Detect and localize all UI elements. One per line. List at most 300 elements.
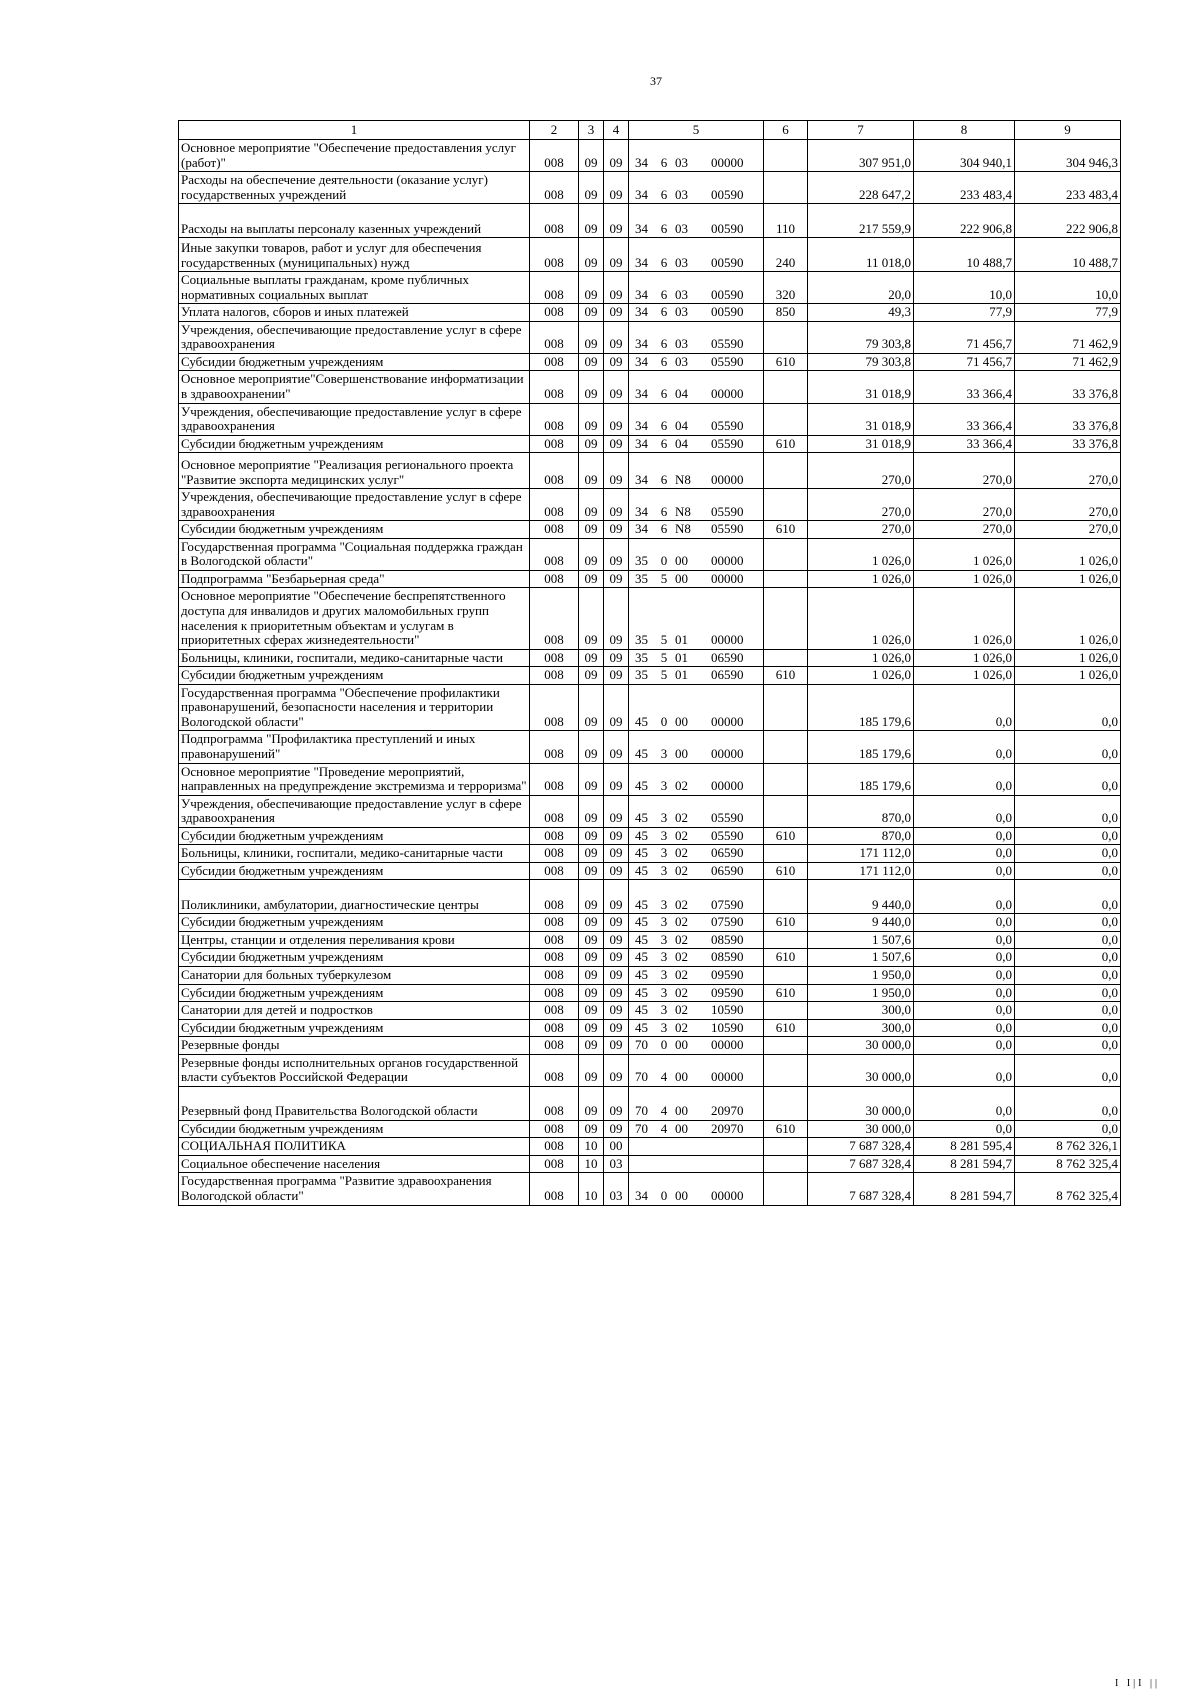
- amount-col-8: 0,0: [914, 1002, 1015, 1020]
- activity-code: 02: [675, 1002, 688, 1018]
- program-code: 34: [635, 418, 648, 434]
- table-row: [179, 1138, 1121, 1156]
- ministry-code: 008: [530, 538, 579, 570]
- direction-code: 07590: [711, 914, 744, 930]
- subsection-code: 09: [604, 1086, 629, 1120]
- direction-code: 08590: [711, 931, 744, 947]
- row-name: Государственная программа "Обеспечение профилактики правонарушений, безопасности населения и территории Вологодской области": [179, 684, 530, 731]
- row-name: Резервные фонды исполнительных органов государственной власти субъектов Российской Федерации: [179, 1054, 530, 1086]
- program-code: 45: [635, 949, 648, 965]
- amount-col-7: 7 687 328,4: [808, 1138, 914, 1156]
- activity-code: 00: [675, 713, 688, 729]
- target-article-code: [629, 667, 764, 685]
- activity-code: 03: [675, 336, 688, 352]
- direction-code: 06590: [711, 862, 744, 878]
- activity-code: 02: [675, 949, 688, 965]
- amount-col-8: 0,0: [914, 827, 1015, 845]
- direction-code: 10590: [711, 1002, 744, 1018]
- section-code: 09: [579, 238, 604, 272]
- row-name: Иные закупки товаров, работ и услуг для обеспечения государственных (муниципальных) нужд: [179, 238, 530, 272]
- direction-code: 00000: [711, 778, 744, 794]
- amount-col-8: 270,0: [914, 521, 1015, 539]
- amount-col-8: 1 026,0: [914, 538, 1015, 570]
- amount-col-8: 71 456,7: [914, 321, 1015, 353]
- expense-type-code: [764, 172, 808, 204]
- amount-col-8: 33 366,4: [914, 403, 1015, 435]
- table-row: [179, 649, 1121, 667]
- subprogram-code: 6: [660, 435, 668, 451]
- amount-col-8: 0,0: [914, 984, 1015, 1002]
- expense-type-code: [764, 795, 808, 827]
- table-row: [179, 353, 1121, 371]
- section-code: 09: [579, 966, 604, 984]
- table-row: [179, 880, 1121, 914]
- row-name: Субсидии бюджетным учреждениям: [179, 914, 530, 932]
- amount-col-8: 33 366,4: [914, 435, 1015, 453]
- activity-code: N8: [675, 521, 691, 537]
- activity-code: 03: [675, 286, 688, 302]
- target-article-code: [629, 570, 764, 588]
- ministry-code: 008: [530, 731, 579, 763]
- direction-code: 05590: [711, 521, 744, 537]
- amount-col-7: 30 000,0: [808, 1120, 914, 1138]
- subsection-code: 09: [604, 140, 629, 172]
- ministry-code: 008: [530, 763, 579, 795]
- row-name: Субсидии бюджетным учреждениям: [179, 1120, 530, 1138]
- table-row: [179, 304, 1121, 322]
- direction-code: 05590: [711, 503, 744, 519]
- ministry-code: 008: [530, 949, 579, 967]
- amount-col-8: 0,0: [914, 880, 1015, 914]
- activity-code: 02: [675, 810, 688, 826]
- amount-col-8: 0,0: [914, 1019, 1015, 1037]
- amount-col-7: 307 951,0: [808, 140, 914, 172]
- direction-code: 00590: [711, 186, 744, 202]
- table-row: [179, 684, 1121, 731]
- row-name: Основное мероприятие "Обеспечение беспрепятственного доступа для инвалидов и других маломобильных групп населения к приоритетным объектам и услугам в приоритетных сферах жизнедеятельности": [179, 588, 530, 649]
- row-name: Подпрограмма "Профилактика преступлений и иных правонарушений": [179, 731, 530, 763]
- row-name: Подпрограмма "Безбарьерная среда": [179, 570, 530, 588]
- amount-col-7: 185 179,6: [808, 763, 914, 795]
- expense-type-code: [764, 371, 808, 403]
- subsection-code: 09: [604, 353, 629, 371]
- program-code: 45: [635, 914, 648, 930]
- expense-type-code: [764, 1155, 808, 1173]
- amount-col-8: 270,0: [914, 489, 1015, 521]
- amount-col-7: 1 026,0: [808, 570, 914, 588]
- target-article-code: [629, 538, 764, 570]
- section-code: 09: [579, 931, 604, 949]
- row-name: Государственная программа "Развитие здравоохранения Вологодской области": [179, 1173, 530, 1205]
- section-code: 09: [579, 272, 604, 304]
- activity-code: 04: [675, 435, 688, 451]
- program-code: 45: [635, 862, 648, 878]
- table-row: [179, 731, 1121, 763]
- amount-col-8: 10,0: [914, 272, 1015, 304]
- amount-col-9: 270,0: [1015, 453, 1121, 489]
- amount-col-7: 300,0: [808, 1019, 914, 1037]
- subsection-code: 03: [604, 1155, 629, 1173]
- program-code: 34: [635, 254, 648, 270]
- program-code: 34: [635, 154, 648, 170]
- row-name: Санатории для детей и подростков: [179, 1002, 530, 1020]
- amount-col-8: 0,0: [914, 1054, 1015, 1086]
- amount-col-7: 11 018,0: [808, 238, 914, 272]
- ministry-code: 008: [530, 371, 579, 403]
- program-code: 35: [635, 667, 648, 683]
- amount-col-9: 0,0: [1015, 914, 1121, 932]
- section-code: 09: [579, 1086, 604, 1120]
- subsection-code: 09: [604, 827, 629, 845]
- expense-type-code: [764, 1054, 808, 1086]
- row-name: Субсидии бюджетным учреждениям: [179, 435, 530, 453]
- table-row: [179, 1155, 1121, 1173]
- activity-code: 03: [675, 254, 688, 270]
- subsection-code: 09: [604, 204, 629, 238]
- expense-type-code: 610: [764, 1120, 808, 1138]
- amount-col-8: 0,0: [914, 795, 1015, 827]
- amount-col-8: 0,0: [914, 966, 1015, 984]
- amount-col-9: 1 026,0: [1015, 649, 1121, 667]
- row-name: Субсидии бюджетным учреждениям: [179, 984, 530, 1002]
- row-name: Субсидии бюджетным учреждениям: [179, 1019, 530, 1037]
- section-code: 09: [579, 1120, 604, 1138]
- target-article-code: [629, 489, 764, 521]
- expense-type-code: [764, 570, 808, 588]
- section-code: 09: [579, 862, 604, 880]
- subprogram-code: 3: [660, 745, 668, 761]
- ministry-code: 008: [530, 1002, 579, 1020]
- ministry-code: 008: [530, 845, 579, 863]
- target-article-code: [629, 931, 764, 949]
- expense-type-code: [764, 538, 808, 570]
- amount-col-8: 0,0: [914, 684, 1015, 731]
- ministry-code: 008: [530, 321, 579, 353]
- amount-col-9: 1 026,0: [1015, 667, 1121, 685]
- subsection-code: 09: [604, 588, 629, 649]
- target-article-code: [629, 321, 764, 353]
- target-article-code: [629, 984, 764, 1002]
- amount-col-8: 1 026,0: [914, 649, 1015, 667]
- subprogram-code: 3: [660, 984, 668, 1000]
- target-article-code: [629, 435, 764, 453]
- amount-col-9: 0,0: [1015, 1120, 1121, 1138]
- ministry-code: 008: [530, 570, 579, 588]
- amount-col-8: 222 906,8: [914, 204, 1015, 238]
- target-article-code: [629, 731, 764, 763]
- section-code: 09: [579, 684, 604, 731]
- amount-col-9: 0,0: [1015, 684, 1121, 731]
- amount-col-9: 0,0: [1015, 763, 1121, 795]
- program-code: 34: [635, 220, 648, 236]
- section-code: 09: [579, 1002, 604, 1020]
- expense-type-code: 850: [764, 304, 808, 322]
- amount-col-7: 49,3: [808, 304, 914, 322]
- amount-col-8: 10 488,7: [914, 238, 1015, 272]
- subprogram-code: 3: [660, 896, 668, 912]
- amount-col-7: 9 440,0: [808, 880, 914, 914]
- target-article-code: [629, 371, 764, 403]
- target-article-code: [629, 1086, 764, 1120]
- program-code: 45: [635, 931, 648, 947]
- amount-col-9: 270,0: [1015, 521, 1121, 539]
- target-article-code: [629, 880, 764, 914]
- row-name: Учреждения, обеспечивающие предоставление услуг в сфере здравоохранения: [179, 795, 530, 827]
- ministry-code: 008: [530, 489, 579, 521]
- column-header: 4: [604, 121, 629, 140]
- activity-code: 02: [675, 845, 688, 861]
- expense-type-code: 610: [764, 667, 808, 685]
- row-name: Уплата налогов, сборов и иных платежей: [179, 304, 530, 322]
- target-article-code: [629, 966, 764, 984]
- section-code: 09: [579, 453, 604, 489]
- program-code: 45: [635, 896, 648, 912]
- table-row: [179, 1037, 1121, 1055]
- row-name: Расходы на выплаты персоналу казенных учреждений: [179, 204, 530, 238]
- expense-type-code: 610: [764, 827, 808, 845]
- ministry-code: 008: [530, 140, 579, 172]
- subsection-code: 09: [604, 403, 629, 435]
- table-row: [179, 931, 1121, 949]
- amount-col-9: 0,0: [1015, 827, 1121, 845]
- amount-col-7: 31 018,9: [808, 435, 914, 453]
- amount-col-9: 304 946,3: [1015, 140, 1121, 172]
- ministry-code: 008: [530, 521, 579, 539]
- direction-code: 05590: [711, 810, 744, 826]
- expense-type-code: [764, 403, 808, 435]
- expense-type-code: 240: [764, 238, 808, 272]
- direction-code: 06590: [711, 649, 744, 665]
- activity-code: 03: [675, 186, 688, 202]
- expense-type-code: 610: [764, 521, 808, 539]
- program-code: 34: [635, 435, 648, 451]
- expense-type-code: [764, 649, 808, 667]
- table-row: [179, 984, 1121, 1002]
- subprogram-code: 5: [660, 667, 668, 683]
- activity-code: 00: [675, 570, 688, 586]
- expense-type-code: [764, 1086, 808, 1120]
- program-code: 45: [635, 845, 648, 861]
- row-name: Резервные фонды: [179, 1037, 530, 1055]
- expense-type-code: 610: [764, 353, 808, 371]
- subprogram-code: 3: [660, 810, 668, 826]
- row-name: Субсидии бюджетным учреждениям: [179, 353, 530, 371]
- expense-type-code: [764, 731, 808, 763]
- program-code: 45: [635, 745, 648, 761]
- section-code: 09: [579, 827, 604, 845]
- subprogram-code: 4: [660, 1120, 668, 1136]
- table-row: [179, 1019, 1121, 1037]
- amount-col-8: 233 483,4: [914, 172, 1015, 204]
- subprogram-code: 5: [660, 632, 668, 648]
- subprogram-code: 6: [660, 418, 668, 434]
- subsection-code: 09: [604, 321, 629, 353]
- subprogram-code: 3: [660, 845, 668, 861]
- section-code: 09: [579, 649, 604, 667]
- subsection-code: 09: [604, 489, 629, 521]
- table-row: [179, 570, 1121, 588]
- subprogram-code: 4: [660, 1069, 668, 1085]
- amount-col-8: 77,9: [914, 304, 1015, 322]
- program-code: 34: [635, 386, 648, 402]
- direction-code: 00590: [711, 254, 744, 270]
- amount-col-8: 1 026,0: [914, 667, 1015, 685]
- expense-type-code: 610: [764, 949, 808, 967]
- ministry-code: 008: [530, 435, 579, 453]
- direction-code: 00000: [711, 745, 744, 761]
- section-code: 09: [579, 763, 604, 795]
- expense-type-code: [764, 1002, 808, 1020]
- subprogram-code: 4: [660, 1103, 668, 1119]
- activity-code: 02: [675, 984, 688, 1000]
- column-header: 6: [764, 121, 808, 140]
- target-article-code: [629, 914, 764, 932]
- amount-col-7: 30 000,0: [808, 1037, 914, 1055]
- table-row: [179, 1120, 1121, 1138]
- amount-col-9: 0,0: [1015, 1002, 1121, 1020]
- direction-code: 00000: [711, 1037, 744, 1053]
- amount-col-9: 0,0: [1015, 1019, 1121, 1037]
- amount-col-9: 0,0: [1015, 931, 1121, 949]
- activity-code: 02: [675, 862, 688, 878]
- amount-col-7: 30 000,0: [808, 1054, 914, 1086]
- table-row: [179, 489, 1121, 521]
- subsection-code: 09: [604, 649, 629, 667]
- program-code: 35: [635, 553, 648, 569]
- table-row: [179, 763, 1121, 795]
- target-article-code: [629, 1054, 764, 1086]
- direction-code: 00000: [711, 1187, 744, 1203]
- column-number-row: [179, 121, 1121, 140]
- table-row: [179, 795, 1121, 827]
- direction-code: 00000: [711, 386, 744, 402]
- amount-col-7: 185 179,6: [808, 731, 914, 763]
- program-code: 45: [635, 984, 648, 1000]
- amount-col-7: 270,0: [808, 521, 914, 539]
- amount-col-7: 228 647,2: [808, 172, 914, 204]
- expense-type-code: [764, 588, 808, 649]
- row-name: СОЦИАЛЬНАЯ ПОЛИТИКА: [179, 1138, 530, 1156]
- activity-code: 00: [675, 745, 688, 761]
- activity-code: 00: [675, 1120, 688, 1136]
- subprogram-code: 0: [660, 1037, 668, 1053]
- subprogram-code: 3: [660, 914, 668, 930]
- activity-code: 03: [675, 353, 688, 369]
- ministry-code: 008: [530, 204, 579, 238]
- direction-code: 00000: [711, 154, 744, 170]
- section-code: 09: [579, 321, 604, 353]
- amount-col-7: 1 026,0: [808, 667, 914, 685]
- ministry-code: 008: [530, 1037, 579, 1055]
- table-row: [179, 588, 1121, 649]
- ministry-code: 008: [530, 667, 579, 685]
- expense-type-code: [764, 763, 808, 795]
- expense-type-code: 610: [764, 862, 808, 880]
- table-body: [179, 140, 1121, 1206]
- direction-code: 00000: [711, 713, 744, 729]
- direction-code: 00590: [711, 304, 744, 320]
- table-row: [179, 1086, 1121, 1120]
- table-row: [179, 371, 1121, 403]
- expense-type-code: [764, 966, 808, 984]
- amount-col-9: 0,0: [1015, 862, 1121, 880]
- subsection-code: 09: [604, 172, 629, 204]
- section-code: 09: [579, 172, 604, 204]
- direction-code: 00590: [711, 220, 744, 236]
- direction-code: 00000: [711, 471, 744, 487]
- ministry-code: 008: [530, 403, 579, 435]
- target-article-code: [629, 1019, 764, 1037]
- amount-col-9: 1 026,0: [1015, 588, 1121, 649]
- section-code: 09: [579, 1019, 604, 1037]
- program-code: 34: [635, 336, 648, 352]
- expense-type-code: [764, 453, 808, 489]
- program-code: 70: [635, 1069, 648, 1085]
- ministry-code: 008: [530, 966, 579, 984]
- row-name: Поликлиники, амбулатории, диагностические центры: [179, 880, 530, 914]
- subsection-code: 09: [604, 845, 629, 863]
- target-article-code: [629, 1138, 764, 1156]
- activity-code: 02: [675, 1019, 688, 1035]
- target-article-code: [629, 453, 764, 489]
- column-header: 5: [629, 121, 764, 140]
- amount-col-9: 33 376,8: [1015, 435, 1121, 453]
- subprogram-code: 6: [660, 186, 668, 202]
- activity-code: 03: [675, 304, 688, 320]
- program-code: 70: [635, 1120, 648, 1136]
- table-row: [179, 403, 1121, 435]
- subsection-code: 09: [604, 538, 629, 570]
- amount-col-9: 0,0: [1015, 1037, 1121, 1055]
- activity-code: 00: [675, 1037, 688, 1053]
- table-row: [179, 949, 1121, 967]
- ministry-code: 008: [530, 1019, 579, 1037]
- program-code: 34: [635, 353, 648, 369]
- amount-col-9: 10 488,7: [1015, 238, 1121, 272]
- amount-col-9: 0,0: [1015, 1086, 1121, 1120]
- subsection-code: 09: [604, 453, 629, 489]
- ministry-code: 008: [530, 931, 579, 949]
- column-header: 2: [530, 121, 579, 140]
- table-row: [179, 435, 1121, 453]
- direction-code: 05590: [711, 827, 744, 843]
- expense-type-code: [764, 931, 808, 949]
- subsection-code: 09: [604, 795, 629, 827]
- row-name: Санатории для больных туберкулезом: [179, 966, 530, 984]
- section-code: 09: [579, 403, 604, 435]
- amount-col-9: 33 376,8: [1015, 371, 1121, 403]
- table-row: [179, 966, 1121, 984]
- row-name: Учреждения, обеспечивающие предоставление услуг в сфере здравоохранения: [179, 403, 530, 435]
- activity-code: 03: [675, 220, 688, 236]
- target-article-code: [629, 172, 764, 204]
- ministry-code: 008: [530, 649, 579, 667]
- table-row: [179, 862, 1121, 880]
- subprogram-code: 3: [660, 931, 668, 947]
- expense-type-code: [764, 140, 808, 172]
- subsection-code: 09: [604, 931, 629, 949]
- table-row: [179, 172, 1121, 204]
- subprogram-code: 6: [660, 154, 668, 170]
- amount-col-7: 300,0: [808, 1002, 914, 1020]
- subsection-code: 00: [604, 1138, 629, 1156]
- subsection-code: 09: [604, 1037, 629, 1055]
- target-article-code: [629, 403, 764, 435]
- amount-col-9: 1 026,0: [1015, 538, 1121, 570]
- ministry-code: 008: [530, 172, 579, 204]
- amount-col-8: 8 281 595,4: [914, 1138, 1015, 1156]
- subprogram-code: 0: [660, 713, 668, 729]
